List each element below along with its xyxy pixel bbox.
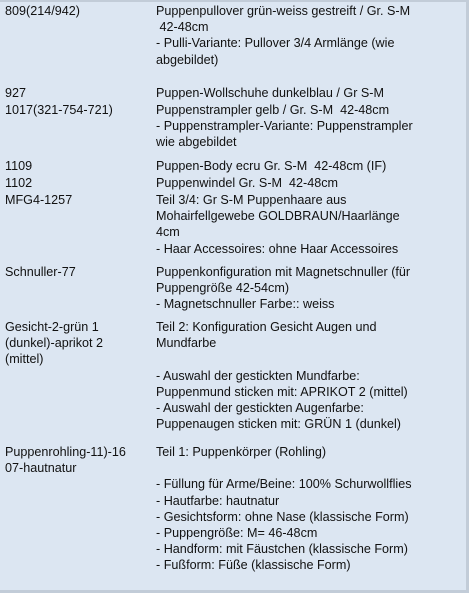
- item-sku: 927: [5, 86, 27, 100]
- description-line: [156, 460, 462, 476]
- description-line: - Gesichtsform: ohne Nase (klassische Form): [156, 509, 409, 524]
- description-line: 42-48cm: [156, 20, 209, 35]
- item-description: [156, 264, 462, 313]
- description-line: Puppenwindel Gr. S-M 42-48cm: [156, 176, 338, 190]
- item-sku: Schnuller-77: [5, 265, 76, 279]
- item-sku: Puppenrohling-11)-16 07-hautnatur: [5, 445, 126, 476]
- description-line: Puppen-Body ecru Gr. S-M 42-48cm (IF): [156, 159, 387, 173]
- description-line: Puppenstrampler gelb / Gr. S-M 42-48cm: [156, 103, 390, 117]
- item-description: [156, 85, 462, 101]
- item-description: [156, 102, 462, 151]
- description-line: [156, 351, 462, 367]
- description-line: - Hautfarbe: hautnatur: [156, 493, 280, 508]
- item-description: [156, 3, 462, 68]
- description-line: Teil 1: Puppenkörper (Rohling): [156, 445, 327, 459]
- description-line: Puppengröße 42-54cm): [156, 281, 290, 296]
- description-line: Mundfarbe: [156, 336, 217, 351]
- item-description: [156, 158, 462, 174]
- description-line: - Haar Accessoires: ohne Haar Accessoires: [156, 241, 399, 256]
- description-line: Puppen-Wollschuhe dunkelblau / Gr S-M: [156, 86, 384, 100]
- item-description: [156, 319, 462, 432]
- description-line: Puppenpullover grün-weiss gestreift / Gr. S-M: [156, 4, 411, 18]
- description-line: - Auswahl der gestickten Mundfarbe:: [156, 368, 360, 383]
- item-sku: 809(214/942): [5, 4, 80, 18]
- description-line: - Füllung für Arme/Beine: 100% Schurwollflies: [156, 477, 412, 492]
- description-line: - Fußform: Füße (klassische Form): [156, 558, 351, 573]
- description-line: Puppenkonfiguration mit Magnetschnuller (für: [156, 265, 411, 279]
- item-sku: Gesicht-2-grün 1 (dunkel)-aprikot 2 (mittel): [5, 320, 103, 367]
- description-line: - Auswahl der gestickten Augenfarbe:: [156, 401, 364, 415]
- description-line: abgebildet): [156, 52, 219, 67]
- description-line: - Handform: mit Fäustchen (klassische Form): [156, 542, 408, 557]
- description-line: Teil 2: Konfiguration Gesicht Augen und: [156, 320, 377, 334]
- item-sku: 1017(321-754-721): [5, 103, 113, 117]
- item-description: [156, 444, 462, 574]
- item-sku: 1109: [5, 159, 33, 173]
- description-line: 4cm: [156, 225, 180, 240]
- item-sku: MFG4-1257: [5, 193, 73, 207]
- description-line: wie abgebildet: [156, 135, 237, 150]
- description-line: Puppenaugen sticken mit: GRÜN 1 (dunkel): [156, 417, 402, 432]
- description-line: - Puppenstrampler-Variante: Puppenstrampler: [156, 119, 413, 134]
- item-description: [156, 192, 462, 257]
- item-description: [156, 175, 462, 191]
- description-line: - Puppengröße: M= 46-48cm: [156, 526, 318, 540]
- description-line: Teil 3/4: Gr S-M Puppenhaare aus: [156, 193, 347, 207]
- item-sku: 1102: [5, 176, 33, 190]
- description-line: Puppenmund sticken mit: APRIKOT 2 (mittel): [156, 384, 408, 399]
- description-line: - Pulli-Variante: Pullover 3/4 Armlänge (wie: [156, 36, 395, 51]
- description-line: Mohairfellgewebe GOLDBRAUN/Haarlänge: [156, 209, 400, 224]
- description-line: - Magnetschnuller Farbe:: weiss: [156, 297, 335, 312]
